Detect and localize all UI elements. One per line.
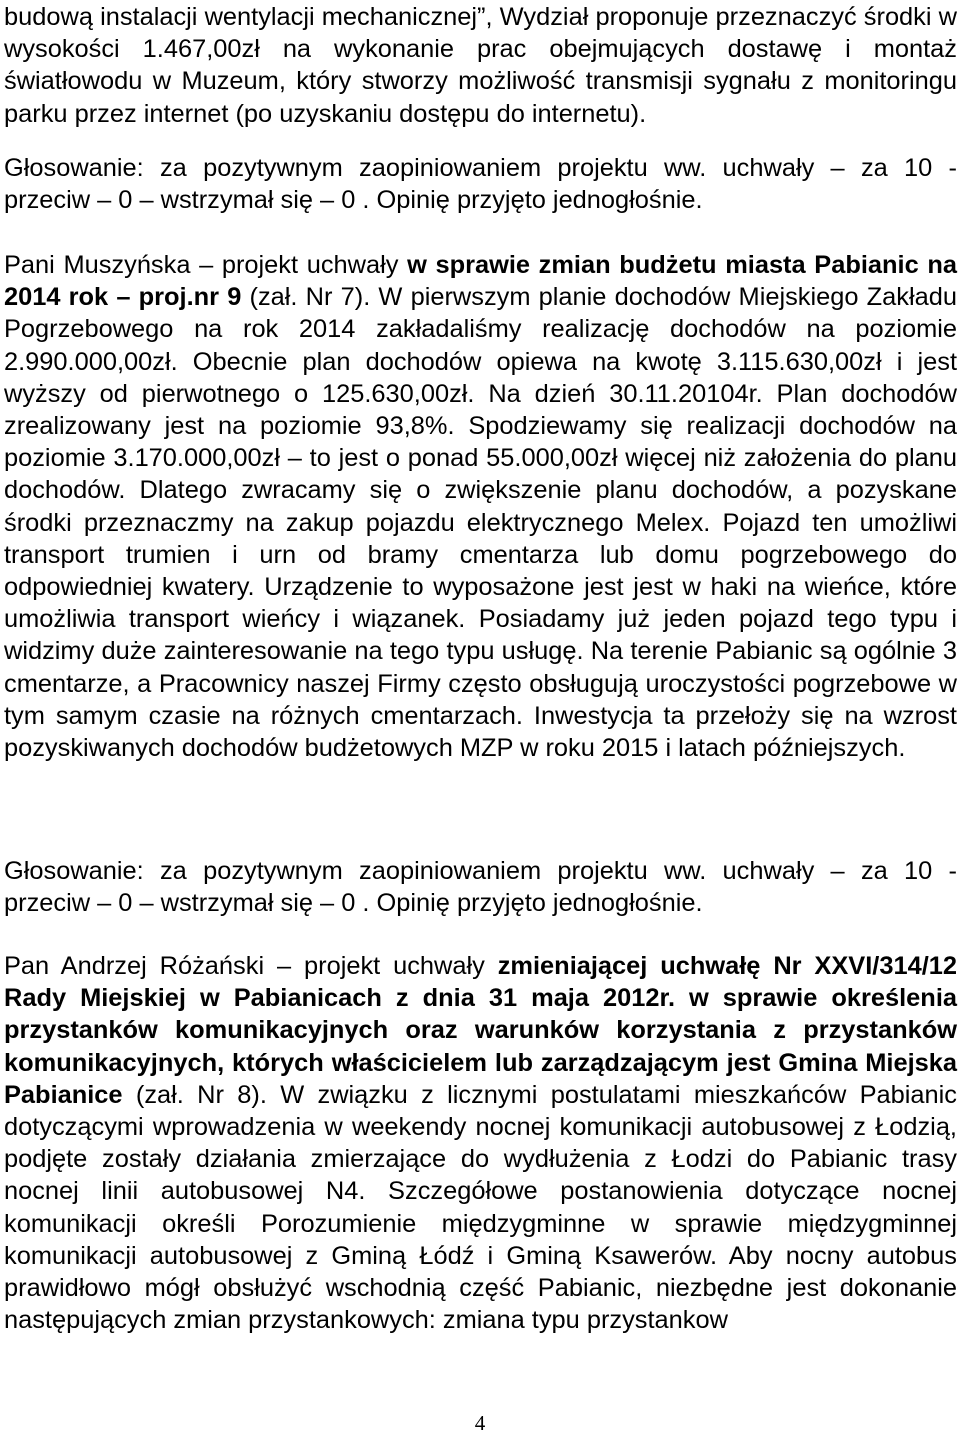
paragraph-museum-fiber — [4, 1, 957, 130]
paragraph-vote-1 — [4, 152, 957, 216]
speaker-intro: Pan Andrzej Różański – projekt uchwały — [4, 952, 498, 980]
resolution-title: w sprawie zmian budżetu miasta Pabianic na 2014 rok – proj.nr 9 — [4, 251, 957, 312]
paragraph-vote-2 — [4, 855, 957, 919]
paragraph-text: Głosowanie: za pozytywnym zaopiniowaniem projektu ww. uchwały – za 10 - przeciw – 0 – wstrzymał się – 0 . Opinię przyjęto jednogłośnie. — [4, 857, 957, 918]
paragraph-body — [4, 950, 957, 1336]
paragraph-text: (zał. Nr 8). W związku z licznymi postulatami mieszkańców Pabianic dotyczącymi wprowadzenia w weekendy nocnej komunikacji autobusowej z Łodzią, podjęte zostały działania zmierzające do wydłużenia z Łodzi do Pabianic trasy nocnej linii autobusowej N4. Szczegółowe postanowienia dotyczące nocnej komunikacji określi Porozumienie międzygminne w sprawie międzygminnej komunikacji autobusowej z Gminą Łódź i Gminą Ksawerów. Aby nocny autobus prawidłowo mógł obsłużyć wschodnią część Pabianic, niezbędne jest dokonanie następujących zmian przystankowych: zmiana typu przystankow — [4, 1080, 957, 1335]
page-number: 4 — [474, 1411, 486, 1435]
paragraph-budget-resolution — [4, 249, 957, 764]
paragraph-text: budową instalacji wentylacji mechanicznej”, Wydział proponuje przeznaczyć środki w wysokości 1.467,00zł na wykonanie prac obejmujących dostawę i montaż światłowodu w Muzeum, który stworzy możliwość transmisji sygnału z monitoringu parku przez internet (po uzyskaniu dostępu do internetu). — [4, 3, 957, 128]
paragraph-text: Głosowanie: za pozytywnym zaopiniowaniem projektu ww. uchwały – za 10 - przeciw – 0 – wstrzymał się – 0 . Opinię przyjęto jednogłośnie. — [4, 154, 957, 215]
paragraph-body — [4, 249, 957, 764]
paragraph-bus-stops-resolution — [4, 950, 957, 1336]
resolution-title: zmieniającej uchwałę Nr XXVI/314/12 Rady Miejskiej w Pabianicach z dnia 31 maja 2012r. w sprawie określenia przystanków komunikacyjnych oraz warunków korzystania z przystanków komunikacyjnych, których właścicielem lub zarządzającym jest Gmina Miejska Pabianice — [4, 952, 958, 1109]
speaker-intro: Pani Muszyńska – projekt uchwały — [4, 251, 408, 279]
paragraph-text: (zał. Nr 7). W pierwszym planie dochodów Miejskiego Zakładu Pogrzebowego na rok 2014 zakładaliśmy realizację dochodów na poziomie 2.990.000,00zł. Obecnie plan dochodów opiewa na kwotę 3.115.630,00zł i jest wyższy od pierwotnego o 125.630,00zł. Na dzień 30.11.20104r. Plan dochodów zrealizowany jest na poziomie 93,8%. Spodziewamy się realizacji dochodów na poziomie 3.170.000,00zł – to jest o ponad 55.000,00zł więcej niż założenia do planu dochodów. Dlatego zwracamy się o zwiększenie planu dochodów, a pozyskane środki przeznaczmy na zakup pojazdu elektrycznego Melex. Pojazd ten umożliwi transport trumien i urn od bramy cmentarza lub domu pogrzebowego do odpowiedniej kwatery. Urządzenie to wyposażone jest jest w haki na wieńce, które umożliwia transport wieńcy i wiązanek. Posiadamy już jeden pojazd tego typu i widzimy duże zainteresowanie na tego typu usługę. Na terenie Pabianic są ogólnie 3 cmentarze, a Pracownicy naszej Firmy często obsługują uroczystości pogrzebowe w tym samym czasie na różnych cmentarzach. Inwestycja ta przełoży się na wzrost pozyskiwanych dochodów budżetowych MZP w roku 2015 i latach późniejszych. — [4, 283, 957, 763]
